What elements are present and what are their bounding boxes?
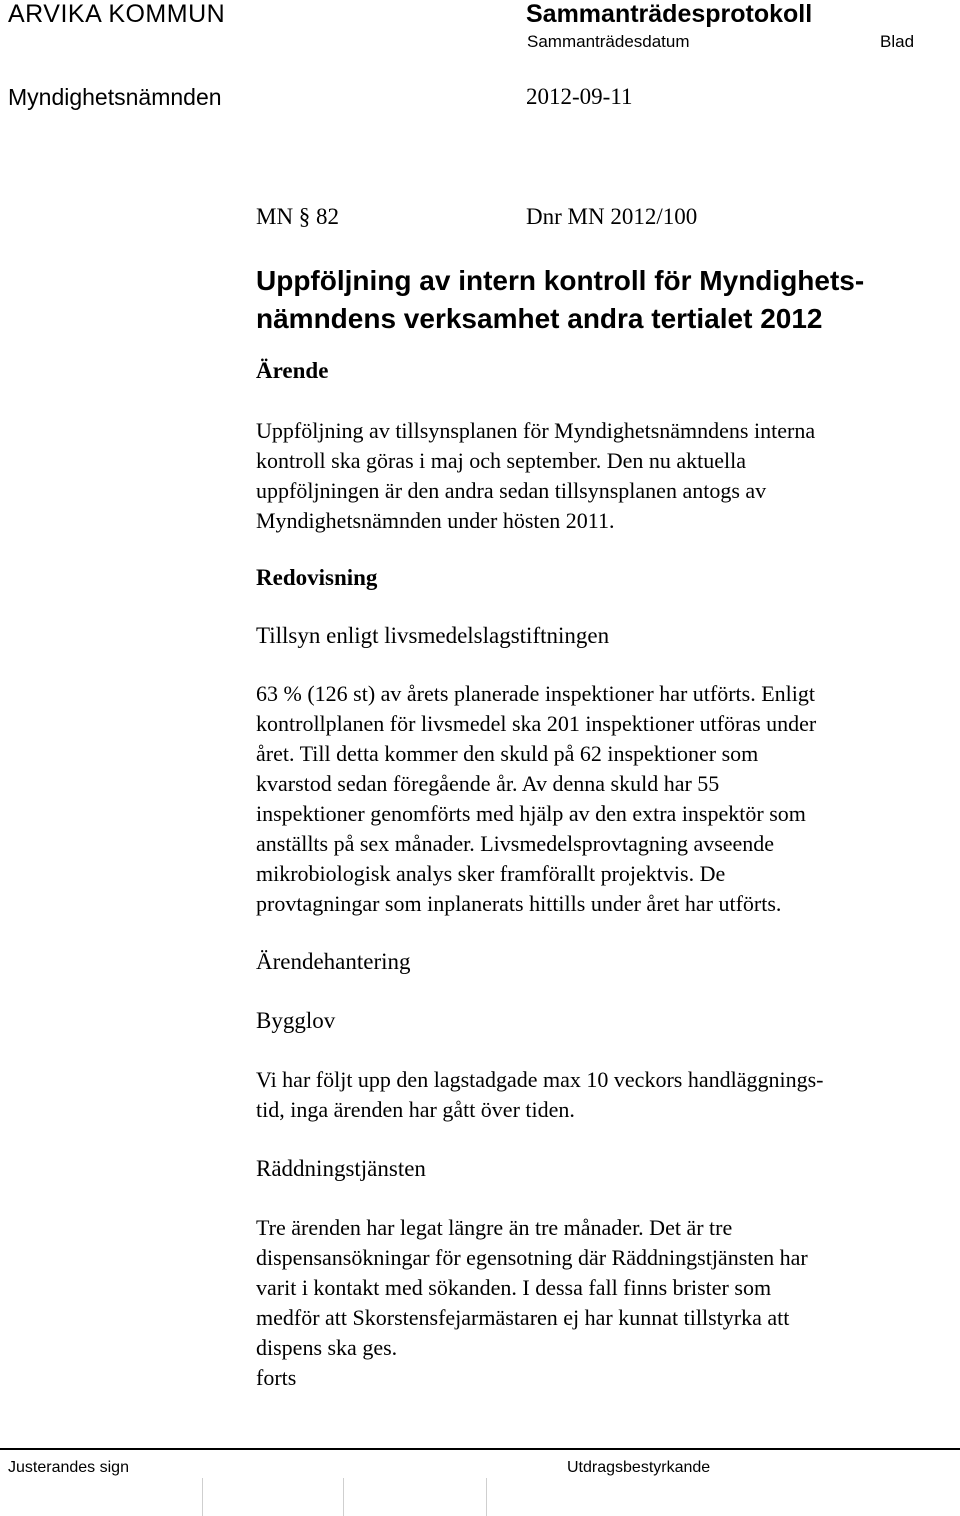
arende-heading: Ärende (256, 358, 329, 383)
text-line: Tre ärenden har legat längre än tre månader. Det är tre (256, 1215, 733, 1240)
signature-box-divider (343, 1478, 344, 1516)
case-title-line: Uppföljning av intern kontroll för Myndighets- (256, 265, 865, 296)
text-line: varit i kontakt med sökanden. I dessa fall finns brister som (256, 1275, 772, 1300)
committee-name: Myndighetsnämnden (8, 84, 222, 110)
raddningstjansten-paragraph (256, 1213, 946, 1393)
organization-name: ARVIKA KOMMUN (8, 0, 226, 28)
page-label: Blad (880, 32, 915, 51)
text-line: Uppföljning av tillsynsplanen för Myndighetsnämndens interna (256, 418, 816, 443)
text-line: tid, inga ärenden har gått över tiden. (256, 1097, 575, 1122)
text-line: dispensansökningar för egensotning där Räddningstjänsten har (256, 1245, 808, 1270)
redovisning-heading: Redovisning (256, 565, 378, 590)
text-line: Vi har följt upp den lagstadgade max 10 veckors handläggnings- (256, 1067, 824, 1092)
text-line: medför att Skorstensfejarmästaren ej har kunnat tillstyrka att (256, 1305, 790, 1330)
certification-label: Utdragsbestyrkande (567, 1459, 711, 1476)
diary-number: Dnr MN 2012/100 (526, 204, 698, 229)
meeting-date-label: Sammanträdesdatum (527, 32, 690, 51)
raddningstjansten-heading: Räddningstjänsten (256, 1156, 426, 1181)
meeting-date: 2012-09-11 (526, 84, 633, 109)
text-line: anställts på sex månader. Livsmedelsprovtagning avseende (256, 831, 775, 856)
text-line: provtagningar som inplanerats hittills under året har utförts. (256, 891, 782, 916)
case-title (256, 262, 946, 338)
text-line: Myndighetsnämnden under hösten 2011. (256, 508, 615, 533)
bygglov-paragraph (256, 1065, 946, 1125)
footer-divider (0, 1448, 960, 1450)
bygglov-heading: Bygglov (256, 1008, 336, 1033)
arende-paragraph (256, 416, 946, 536)
text-line: kontroll ska göras i maj och september. Den nu aktuella (256, 448, 746, 473)
text-line: dispens ska ges. (256, 1335, 398, 1360)
arendehantering-heading: Ärendehantering (256, 949, 411, 974)
signature-box-divider (202, 1478, 203, 1516)
text-line: uppföljningen är den andra sedan tillsynsplanen antogs av (256, 478, 767, 503)
text-line: året. Till detta kommer den skuld på 62 inspektioner som (256, 741, 759, 766)
signature-box-divider (486, 1478, 487, 1516)
text-line: mikrobiologisk analys sker framförallt projektvis. De (256, 861, 726, 886)
text-line: 63 % (126 st) av årets planerade inspektioner har utförts. Enligt (256, 681, 816, 706)
tillsyn-heading: Tillsyn enligt livsmedelslagstiftningen (256, 623, 610, 648)
text-line: kvarstod sedan föregående år. Av denna skuld har 55 (256, 771, 720, 796)
document-type: Sammanträdesprotokoll (526, 0, 813, 28)
tillsyn-paragraph (256, 679, 946, 919)
text-line: kontrollplanen för livsmedel ska 201 inspektioner utföras under (256, 711, 817, 736)
continued-note: forts (256, 1365, 297, 1390)
signature-label: Justerandes sign (8, 1459, 129, 1476)
section-number: MN § 82 (256, 204, 340, 229)
case-title-line: nämndens verksamhet andra tertialet 2012 (256, 303, 823, 334)
text-line: inspektioner genomförts med hjälp av den extra inspektör som (256, 801, 806, 826)
